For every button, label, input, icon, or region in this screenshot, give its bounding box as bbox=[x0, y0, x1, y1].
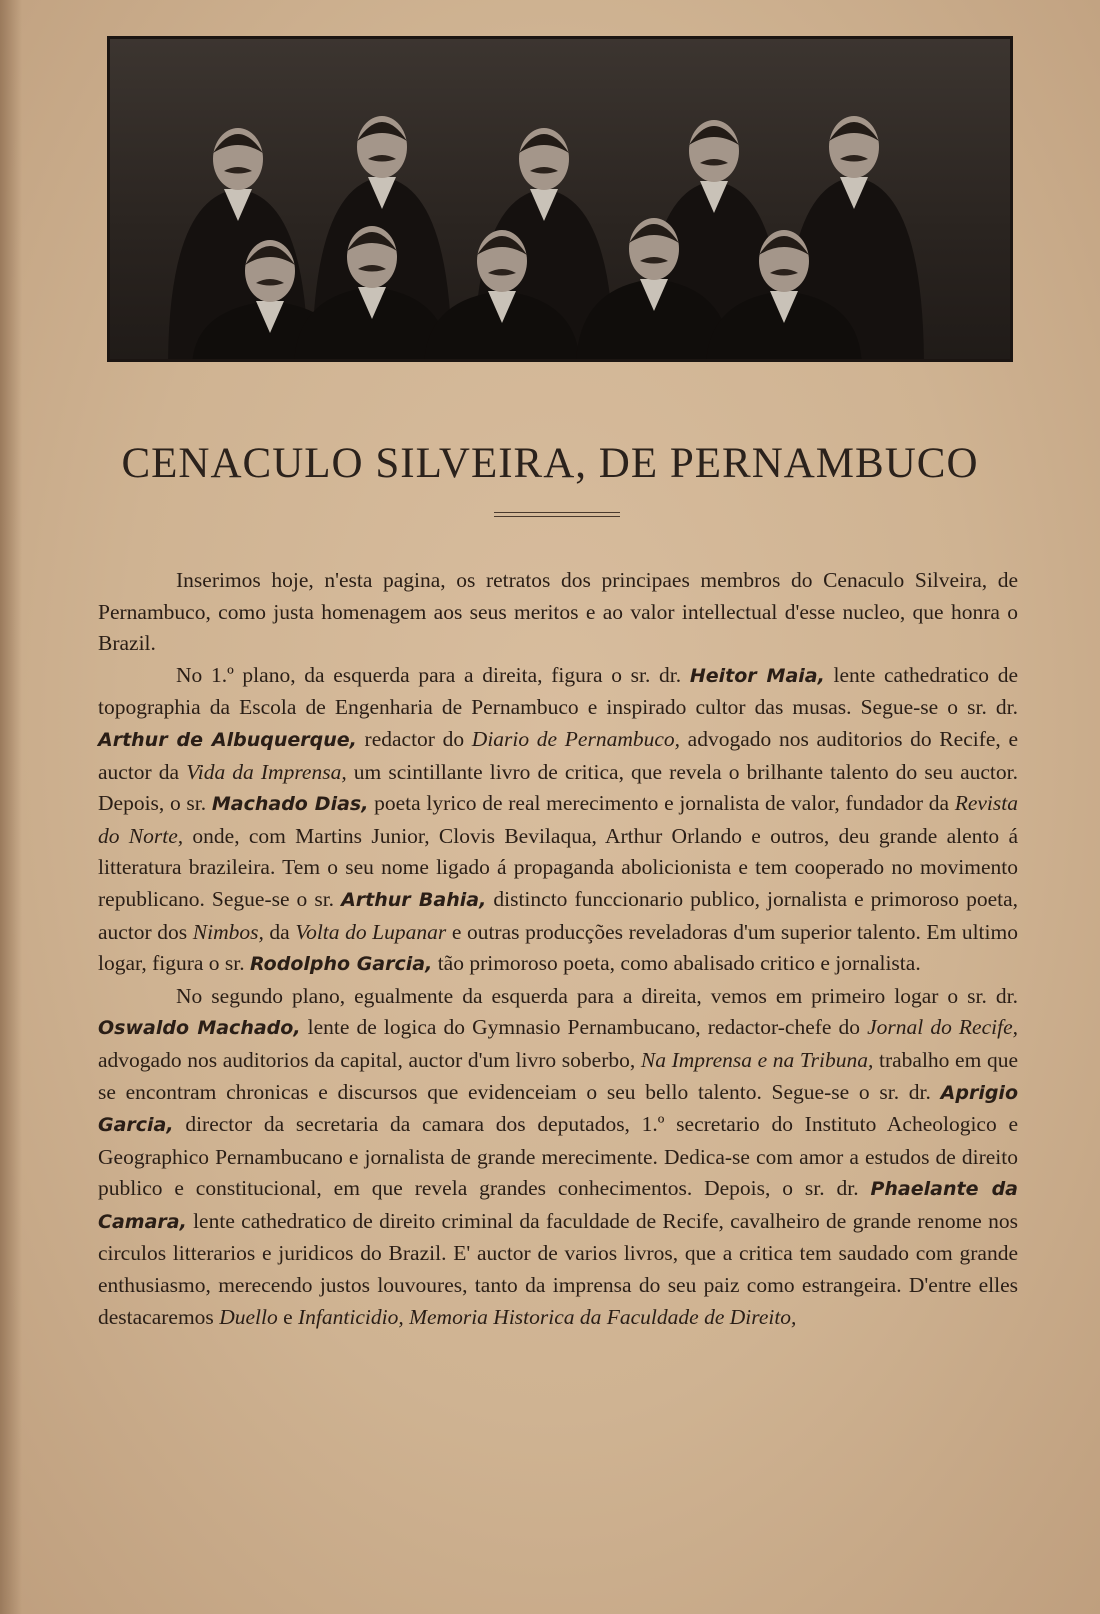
text-run: director da secretaria da camara dos deputados, 1.º secretario do Instituto Acheologico e Geographico Pernambucano e jornalista de grande merecimente. Dedica-se com amor a estudos de direito publico e constitucional, em que revela grandes conhecimentos. Depois, o sr. dr. bbox=[98, 1112, 1018, 1201]
text-run: tão primoroso poeta, como abalisado critico e jornalista. bbox=[432, 951, 921, 976]
work-title: Memoria Historica da Faculdade de Direito, bbox=[409, 1304, 797, 1329]
work-title: Revista do Norte, bbox=[98, 791, 1019, 848]
text-run: advogado nos auditorios da capital, auctor d'um livro soberbo, bbox=[98, 1047, 641, 1072]
group-portrait-photo bbox=[107, 36, 1013, 362]
work-title: Duello bbox=[219, 1304, 278, 1329]
paragraph bbox=[98, 981, 1018, 1334]
person-name: Heitor Maia, bbox=[689, 664, 825, 687]
person-name: Rodolpho Garcia, bbox=[250, 953, 433, 976]
person-name: Oswaldo Machado, bbox=[98, 1017, 301, 1040]
work-title: Infanticidio, bbox=[298, 1304, 404, 1329]
text-run: No 1.º plano, da esquerda para a direita, figura o sr. dr. bbox=[176, 662, 690, 687]
person-name: Aprigio Garcia, bbox=[98, 1081, 1018, 1137]
person-name: Arthur de Albuquerque, bbox=[98, 728, 357, 751]
text-run: distincto funccionario publico, jornalista e primoroso poeta, auctor dos bbox=[98, 886, 1019, 944]
paragraph bbox=[98, 565, 1018, 660]
text-run: da bbox=[263, 919, 296, 944]
text-run: No segundo plano, egualmente da esquerda para a direita, vemos em primeiro logar o sr. dr. bbox=[176, 983, 1018, 1008]
text-run: e bbox=[277, 1304, 299, 1329]
work-title: Volta do Lupanar bbox=[295, 919, 447, 944]
text-run: onde, com Martins Junior, Clovis Bevilaqua, Arthur Orlando e outros, deu grande alento á litteratura brazileira. Tem o seu nome ligado á propaganda abolicionista e tem cooperado no movimento republicano. Segue-se o sr. bbox=[98, 823, 1018, 911]
title-divider bbox=[494, 512, 620, 517]
text-run: e outras producções reveladoras d'um superior talento. Em ultimo logar, figura o sr. bbox=[98, 919, 1018, 976]
text-run: lente cathedratico de direito criminal da faculdade de Recife, cavalheiro de grande renome nos circulos litterarios e juridicos do Brazil. E' auctor de varios livros, que a critica tem saudado com grande enthusiasmo, merecendo justos louvoures, tanto da imprensa do seu paiz como estrangeira. D'entre elles destacaremos bbox=[98, 1208, 1018, 1329]
work-title: Diario de Pernambuco, bbox=[471, 726, 681, 751]
work-title: Nimbos, bbox=[192, 919, 264, 944]
person-name: Machado Dias, bbox=[211, 793, 369, 816]
work-title: Vida da Imprensa, bbox=[186, 759, 347, 784]
portrait-figures bbox=[110, 39, 1010, 359]
page-edge-shadow bbox=[0, 0, 22, 1614]
person-name: Arthur Bahia, bbox=[341, 888, 487, 911]
article-body bbox=[98, 565, 1018, 1333]
work-title: Na Imprensa e na Tribuna, bbox=[640, 1047, 874, 1072]
text-run: poeta lyrico de real merecimento e jornalista de valor, fundador da bbox=[368, 791, 955, 816]
text-run: trabalho em que se encontram chronicas e discursos que evidenceiam o seu bello talento. Segue-se o sr. dr. bbox=[98, 1047, 1018, 1104]
text-run: redactor do bbox=[356, 726, 472, 751]
text-run: lente cathedratico de topographia da Escola de Engenharia de Pernambuco e inspirado cultor das musas. Segue-se o sr. dr. bbox=[98, 662, 1019, 720]
article-title: CENACULO SILVEIRA, DE PERNAMBUCO bbox=[121, 439, 979, 487]
work-title: Jornal do Recife, bbox=[867, 1015, 1019, 1040]
text-run: lente de logica do Gymnasio Pernambucano, redactor-chefe do bbox=[300, 1015, 868, 1040]
text-run: um scintillante livro de critica, que revela o brilhante talento do seu auctor. Depois, o sr. bbox=[98, 759, 1018, 816]
paragraph bbox=[98, 660, 1018, 981]
text-run: advogado nos auditorios do Recife, e auctor da bbox=[98, 726, 1019, 784]
text-run: Inserimos hoje, n'esta pagina, os retratos dos principaes membros do Cenaculo Silveira, de Pernambuco, como justa homenagem aos seus meritos e ao valor intellectual d'esse nucleo, que honra o Brazil. bbox=[98, 568, 1018, 656]
person-name: Phaelante da Camara, bbox=[98, 1178, 1018, 1233]
